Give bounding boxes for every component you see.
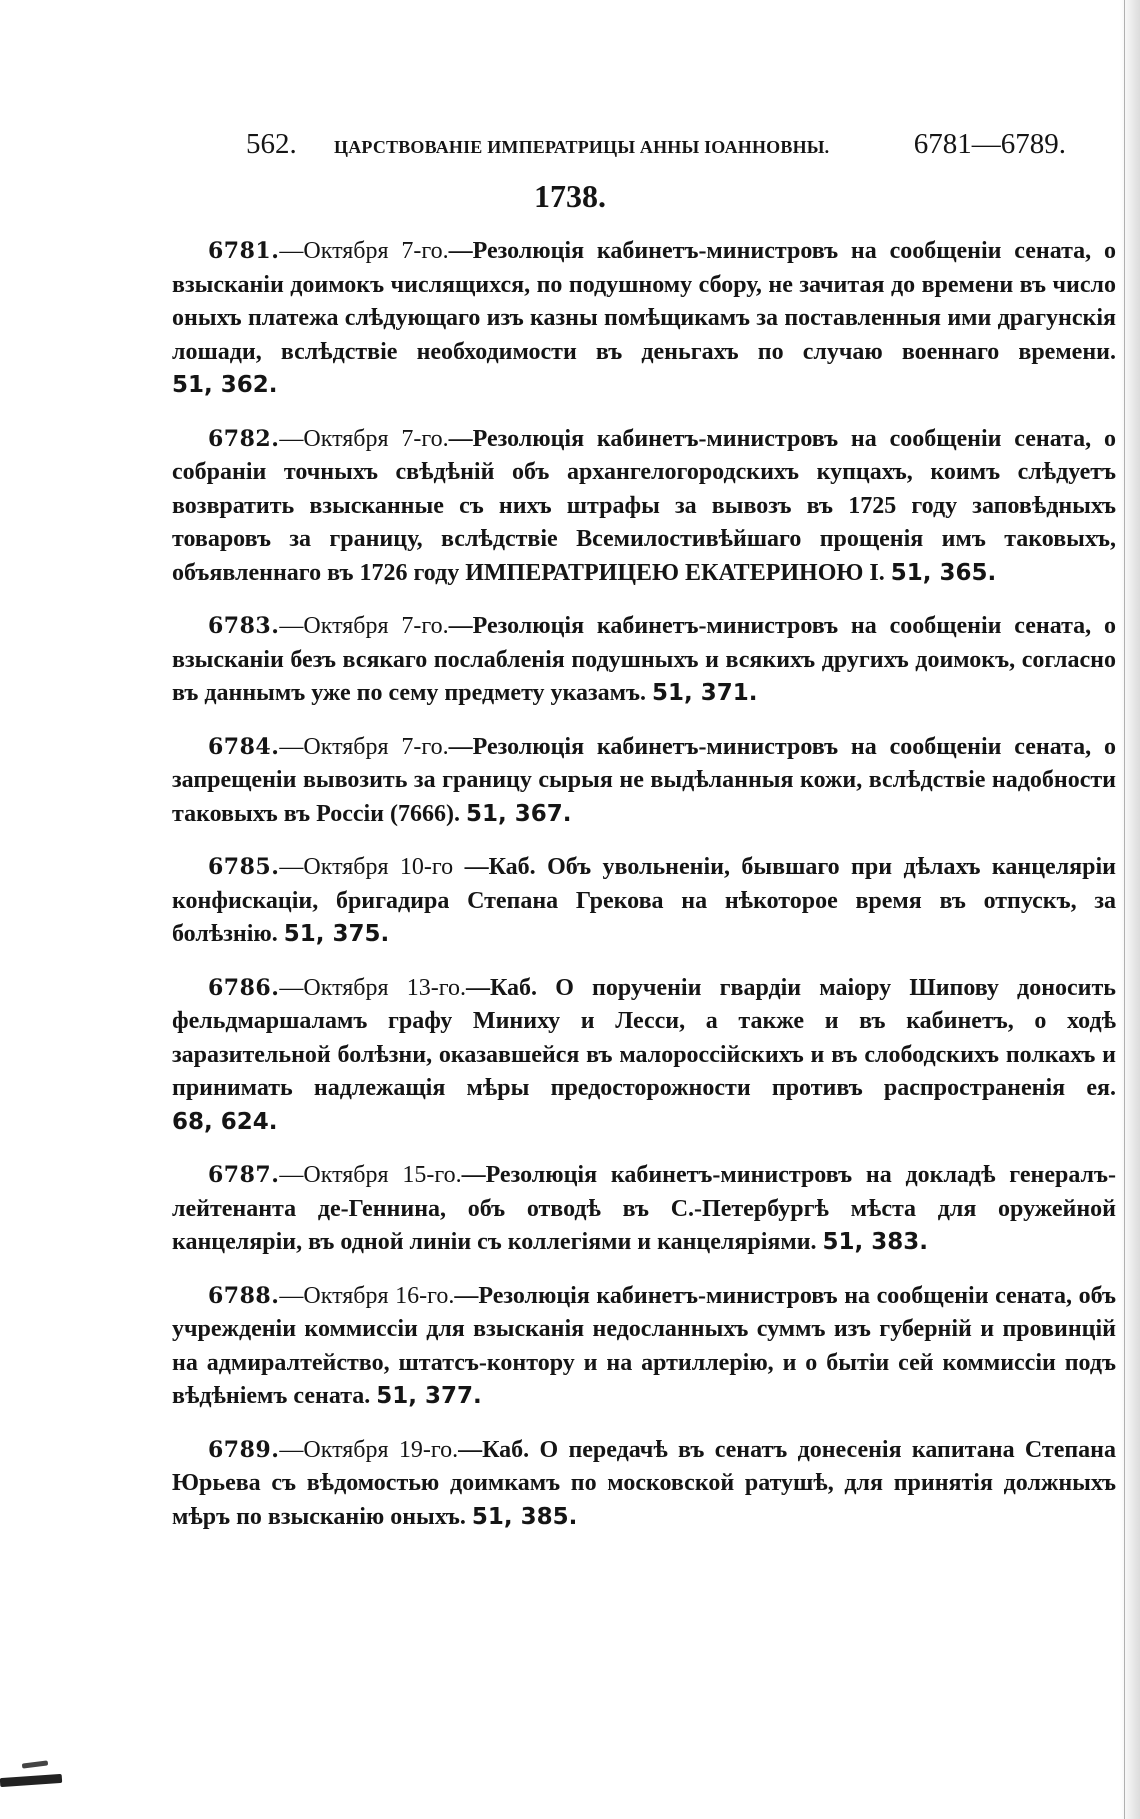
entry-date: —Октября 13-го. — [279, 974, 466, 1001]
entry-text: —Резолюція кабинетъ-министровъ на сообщеніи сената, объ учрежденіи коммиссіи для взысканія недосланныхъ суммъ изъ губерній и провинцій на адмиралтейство, штатсъ-контору и на артиллерію, и о бытіи сей коммиссіи подъ вѣдѣніемъ сената. — [172, 1282, 1117, 1409]
entry-6785 — [172, 851, 1116, 952]
entry-date: —Октября 15-го. — [279, 1162, 462, 1188]
entry-date: —Октября 16-го. — [279, 1282, 455, 1309]
entry-6788 — [172, 1280, 1116, 1414]
entry-number: 6786. — [208, 974, 280, 1001]
entry-text: —Резолюція кабинетъ-министровъ на докладѣ генералъ-лейтенанта де-Геннина, объ отводѣ въ С.-Петербургѣ мѣста для оружейной канцеляріи, въ одной линіи съ коллегіями и канцеляріями. — [172, 1162, 1117, 1255]
entry-reference: 51, 377. — [376, 1383, 482, 1409]
entry-reference: 51, 362. — [172, 372, 278, 398]
entry-reference: 51, 365. — [890, 559, 997, 586]
entry-6786 — [172, 972, 1116, 1140]
entry-text: —Каб. О передачѣ въ сенатъ донесенія капитана Степана Юрьева съ вѣдомостью доимкамъ по московской ратушѣ, для принятія должныхъ мѣръ по взысканію оныхъ. — [172, 1436, 1117, 1530]
entry-date: —Октября 7-го. — [279, 238, 449, 264]
entry-text: —Резолюція кабинетъ-министровъ на сообщеніи сената, о взысканіи безъ всякаго послабленія подушныхъ и всякихъ другихъ доимокъ, согласно въ даннымъ уже по сему предмету указамъ. — [172, 613, 1117, 706]
entry-reference: 68, 624. — [172, 1108, 278, 1135]
entry-6783 — [172, 610, 1116, 711]
scan-corner-mark — [0, 1774, 62, 1787]
entry-date: —Октября 19-го. — [279, 1436, 459, 1463]
entry-6784 — [172, 731, 1116, 832]
entry-number: 6783. — [208, 613, 280, 639]
page-number: 562. — [246, 128, 297, 160]
entry-text: —Каб. Объ увольненіи, бывшаго при дѣлахъ канцеляріи конфискаціи, бригадира Степана Грекова на нѣкоторое время въ отпускъ, за болѣзнію. — [172, 854, 1116, 947]
entry-reference: 51, 367. — [465, 800, 572, 827]
entry-6781 — [172, 235, 1116, 403]
entry-reference: 51, 375. — [283, 921, 390, 947]
entry-reference: 51, 385. — [471, 1503, 578, 1530]
entry-reference: 51, 371. — [652, 680, 758, 706]
entry-reference: 51, 383. — [822, 1229, 929, 1255]
entry-date: —Октября 10-го — [279, 854, 454, 880]
entry-6782 — [172, 423, 1116, 591]
entry-text: —Каб. О порученіи гвардіи маіору Шипову доносить фельдмаршаламъ графу Миниху и Лесси, а также и въ кабинетъ, о ходѣ заразительной болѣзни, оказавшейся въ малороссійскихъ и въ слободскихъ полкахъ и принимать надлежащія мѣры предосторожности противъ распространенія ея. — [172, 974, 1116, 1101]
entry-text: —Резолюція кабинетъ-министровъ на сообщеніи сената, о взысканіи доимокъ числящихся, по подушному сбору, не зачитая до времени въ число оныхъ платежа слѣдующаго изъ казны помѣщикамъ за поставленныя ими драгунскія лошади, вслѣдствіе необходимости въ деньгахъ по случаю военнаго времени. — [172, 238, 1117, 365]
running-header — [246, 128, 1066, 162]
entry-text: —Резолюція кабинетъ-министровъ на сообщеніи сената, о запрещеніи вывозить за границу сырыя не выдѣланныя кожи, вслѣдствіе надобности таковыхъ въ Россіи (7666). — [172, 733, 1117, 827]
entry-number: 6785. — [208, 854, 280, 880]
entry-number: 6787. — [208, 1162, 280, 1188]
scan-corner-mark — [22, 1760, 48, 1768]
entry-number: 6788. — [208, 1282, 280, 1309]
entry-text: —Резолюція кабинетъ-министровъ на сообщеніи сената, о собраніи точныхъ свѣдѣній объ архангелогородскихъ купцахъ, коимъ слѣдуетъ возвратить взысканные съ нихъ штрафы за вывозъ въ 1725 году заповѣдныхъ товаровъ за границу, вслѣдствіе Всемилостивѣйшаго прощенія имъ таковыхъ, объявленнаго въ 1726 году ИМПЕРАТРИЦЕЮ ЕКАТЕРИНОЮ I. — [172, 425, 1117, 586]
page-edge-shadow — [1120, 0, 1140, 1819]
entry-6789 — [172, 1434, 1116, 1535]
entry-6787 — [172, 1159, 1116, 1260]
entry-number: 6789. — [208, 1436, 280, 1463]
entry-number: 6781. — [208, 238, 280, 264]
running-title: ЦАРСТВОВАНІЕ ИМПЕРАТРИЦЫ АННЫ ІОАННОВНЫ. — [334, 137, 830, 157]
entry-date: —Октября 7-го. — [279, 425, 449, 452]
entry-date: —Октября 7-го. — [279, 613, 449, 639]
entry-date: —Октября 7-го. — [279, 733, 449, 760]
entry-range: 6781—6789. — [913, 128, 1066, 160]
entry-number: 6784. — [208, 733, 280, 760]
year-heading: 1738. — [534, 178, 606, 214]
entries-list — [172, 235, 1116, 1554]
entry-number: 6782. — [208, 425, 280, 452]
